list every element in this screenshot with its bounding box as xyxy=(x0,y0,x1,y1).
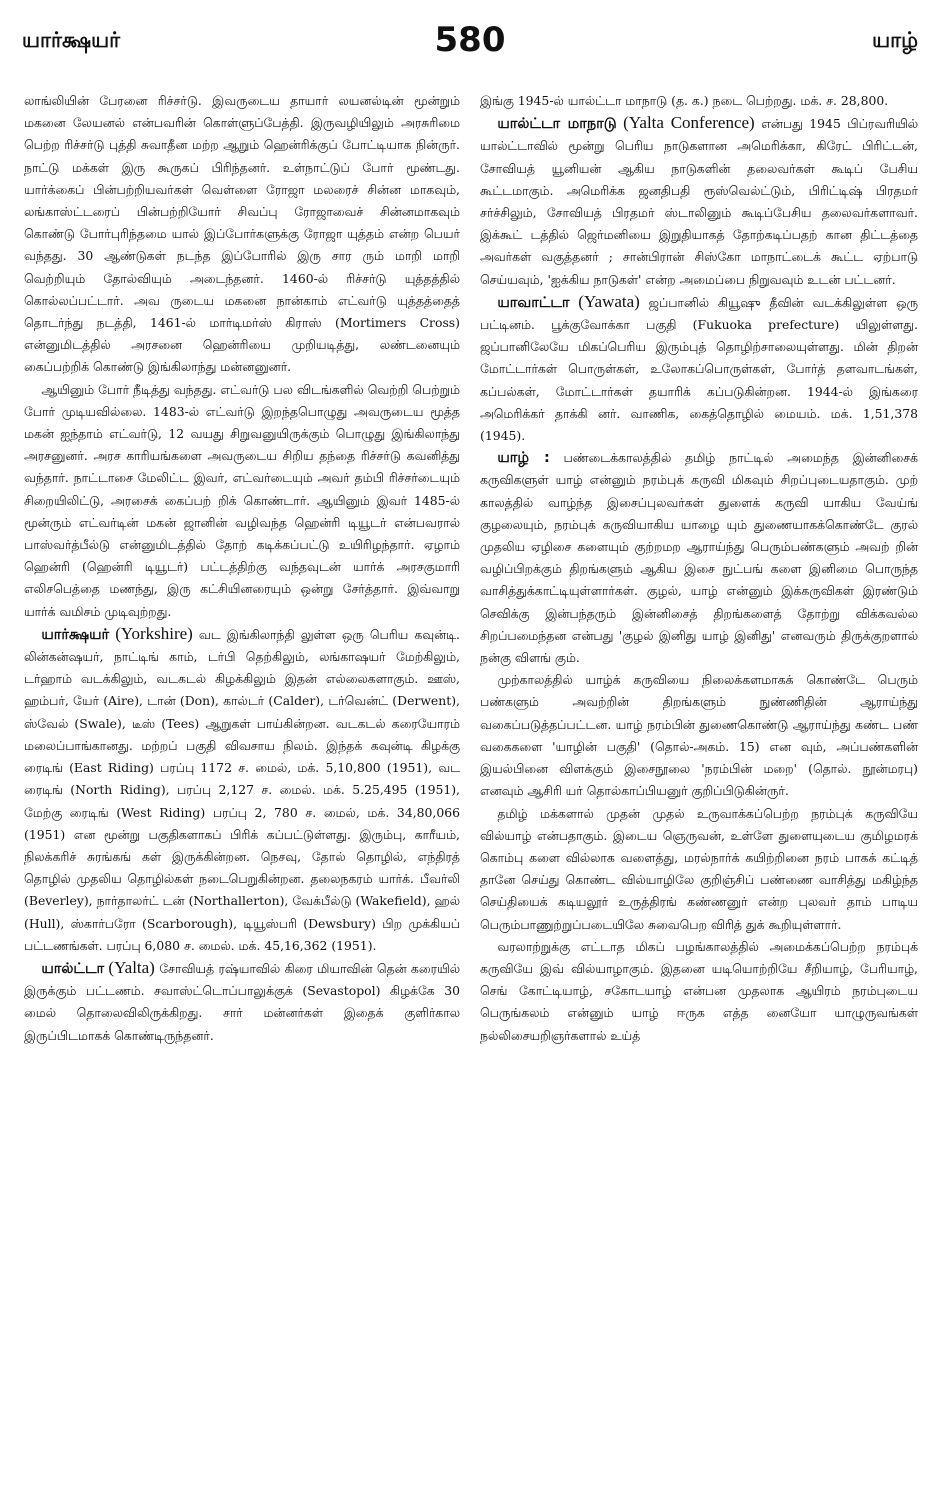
entry-text: வட இங்கிலாந்தி லுள்ள ஒரு பெரிய கவுன்டி. லின்கன்ஷயர், நாட்டிங் காம், டர்பி தெற்கிலும், லங்காஷயர் மேற்கிலும், டர்ஹாம் வடக்கிலும், வடகடல் கிழக்கிலும் இதன் எல்லைகளாகும். ஊஸ், ஹம்பர், யேர் (Aire), டான் (Don), கால்டர் (Calder), டர்வென்ட் (Derwent), ஸ்வேல் (Swale), டீஸ் (Tees) ஆறுகள் பாய்கின்றன. வடகடல் கரையோரம் மலைப்பாங்கானது. மற்றப் பகுதி விவசாய நிலம். இந்தக் கவுன்டி கிழக்கு ரைடிங் (East Riding) பரப்பு 1172 ச. மைல், மக். 5,10,800 (1951), வட ரைடிங் (North Riding), பரப்பு 2,127 ச. மைல். மக். 5.25,495 (1951), மேற்கு ரைடிங் (West Riding) பரப்பு 2, 780 ச. மைல், மக். 34,80,066 (1951) என மூன்று பகுதிகளாகப் பிரிக் கப்பட்டுள்ளது. இரும்பு, காரீயம், நிலக்கரிச் சுரங்கங் கள் இருக்கின்றன. நெசவு, தோல் தொழில், எந்திரத் தொழில் முதலிய தொழில்கள் நடைபெறுகின்றன. தலைநகரம் யார்க். பீவர்லி (Beverley), நார்தாலர்ட் டன் (Northallerton), வேக்பீல்டு (Wakefield), ஹல் (Hull), ஸ்கார்பரோ (Scarborough), டியூஸ்பரி (Dewsbury) பிற முக்கியப் பட்டணங்கள். பரப்பு 6,080 ச. மைல். மக். 45,16,362 (1951). xyxy=(24,626,460,953)
entry-headword: யால்ட்டா xyxy=(41,960,105,977)
entry-headword: யாழ் : xyxy=(497,450,550,467)
entry-text: பண்டைக்காலத்தில் தமிழ் நாட்டில் அமைந்த இன்னிசைக் கருவிகளுள் யாழ் என்னும் நரம்புக் கருவி மிகவும் சிறப்புடையதாகும். முற் காலத்தில் வாழ்ந்த இசைப்புலவர்கள் துளைக் கருவி யாகிய வேய்ங் குழலையும், நரம்புக் கருவியாகிய யாழை யும் துணையாகக்கொண்டே குரல் முதலிய ஏழிசை களையும் குற்றமற ஆராய்ந்து பெரும்பண்களும் அவற் றின் வழிப்பிறக்கும் திறங்களும் ஆகிய இசை நுட்பங் களை இனிமை பொருந்த வாசித்துக்காட்டியுள்ளார்கள். குழல், யாழ் என்னும் இக்கருவிகள் இரண்டும் செவிக்கு இன்பந்தரும் இன்னிசைத் திறங்களைத் தோற்று விக்கவல்ல சிறப்பமைந்தன என்பது 'குழல் இனிது யாழ் இனிது' எனவரும் திருக்குறளால் நன்கு விளங் கும். xyxy=(480,450,918,666)
entry-yawata xyxy=(480,291,918,447)
entry-latin-name: (Yawata) xyxy=(578,291,640,311)
page-header xyxy=(22,14,918,74)
entry-latin-name: (Yorkshire) xyxy=(115,623,193,643)
entry-text: ஜப்பானில் கியூஷு தீவின் வடக்கிலுள்ள ஒரு பட்டினம். பூக்குவோக்கா பகுதி (Fukuoka prefecture) யிலுள்ளது. ஜப்பானிலேயே மிகப்பெரிய இரும்புத் தொழிற்சாலையுள்ளது. மின் திறன் மோட்டார்கள் பொருள்கள், உலோகப்பொருள்கள், போர்த் தளவாடங்கள், கப்பல்கள், மோட்டார்கள் தயாரிக் கப்படுகின்றன. 1944-ல் இங்கரை அமெரிக்கர் தாக்கி னர். வாணிக, கைத்தொழில் மையம். மக். 1,51,378 (1945). xyxy=(480,294,918,444)
entry-yorkshire xyxy=(24,623,460,957)
right-column xyxy=(480,90,918,1047)
entry-headword: யால்ட்டா மாநாடு xyxy=(497,116,617,133)
paragraph: தமிழ் மக்களால் முதன் முதல் உருவாக்கப்பெற்ற நரம்புக் கருவியே வில்யாழ் என்பதாகும். இடைய ஞெருவன், உள்ளே துளையுடைய குமிழமரக் கொம்பு களை வில்லாக வளைத்து, மரல்நார்க் கயிற்றினை நரம் பாகக் கட்டித் தானே செய்து கொண்ட வில்யாழிலே குறிஞ்சிப் பண்ணை வாசித்து மகிழ்ந்த செய்தியைக் கடியலூர் உருத்திரங் கண்ணனுர் என்ற புலவர் தாம் பாடிய பெரும்பாணுற்றுப்படையிலே சுவைபெற விரித் துக் கூறியுள்ளார். xyxy=(480,805,918,932)
page-number: 580 xyxy=(434,20,506,60)
entry-headword: யார்க்ஷயர் xyxy=(41,626,110,643)
left-column xyxy=(24,90,460,1047)
entry-headword: யாவாட்டா xyxy=(497,294,570,311)
paragraph: ஆயினும் போர் நீடித்து வந்தது. எட்வர்டு பல விடங்களில் வெற்றி பெற்றும் போர் முடியவில்லை. 1483-ல் எட்வர்டு இறந்தபொழுது அவருடைய மூத்த மகன் ஐந்தாம் எட்வர்டு, 12 வயது சிறுவனுயிருக்கும் பொழுது இங்கிலாந்து அரசனுனர். அரச காரியங்களை அவருடைய சிறிய தந்தை ரிச்சர்டு கவனித்து வந்தார். நாட்டாசை மேலிட்ட இவர், எட்வர்டையும் அவர் தம்பி ரிச்சர்டையும் சிறையிலிட்டு, அரசைக் கைப்பற் றிக் கொண்டார். ஆயினும் இவர் 1485-ல் மூன்ரும் எட்வர்டின் மகன் ஜானின் வழிவந்த ஹென்ரி டியூடர் என்பவரால் பாஸ்வர்த்பீல்டு என்னுமிடத்தில் தோற் கடிக்கப்பட்டு உயிரிழந்தார். ஏழாம் ஹென்ரி (ஹென்ரி டியூடர்) பட்டத்திற்கு வந்தவுடன் யார்க் அரசகுமாரி எலிசபெத்தை மணந்து, இரு கட்சியினரையும் ஒன்று சேர்த்தார். இவ்வாறு யார்க் வமிசம் முடிவுற்றது. xyxy=(24,381,460,619)
entry-yalta-conference xyxy=(480,112,918,291)
entry-text: என்பது 1945 பிப்ரவரியில் யால்ட்டாவில் மூன்று பெரிய நாடுகளான அமெரிக்கா, கிரேட் பிரிட்டன், சோவியத் யூனியன் ஆகிய நாடுகளின் தலைவர்கள் கூடிப் பேசிய கூட்டமாகும். அமெரிக்க ஜனதிபதி ரூஸ்வெல்ட்டும், பிரிட்டிஷ் பிரதமர் சர்ச்சிலும், சோவியத் பிரதமர் ஸ்டாலினும் கூடிப்பேசிய தலைவர்களாவர். இக்கூட் டத்தில் ஜெர்மனியை இறுதியாகத் தோற்கடிப்பதற் கான திட்டத்தை அவர்கள் வகுத்தனர் ; சான்பிரான் சிஸ்கோ மாநாட்டைக் கூட்ட ஏற்பாடு செய்யவும், 'ஐக்கிய நாடுகள்' என்ற அமைப்பை நிறுவவும் உடன் பட்டனர். xyxy=(480,116,918,287)
entry-yalta xyxy=(24,957,460,1047)
paragraph-continued: இங்கு 1945-ல் யால்ட்டா மாநாடு (த. க.) நடை பெற்றது. மக். ச. 28,800. xyxy=(480,93,889,108)
paragraph-continued: லாங்லியின் பேரனை ரிச்சர்டு. இவருடைய தாயார் லயனல்டின் மூன்றும் மகனை லேயனல் என்பவரின் கொள்ளுப்பேத்தி. இருவழியிலும் அரசுரிமை பெற்ற ரிச்சர்டு புத்தி சுவாதீன மற்ற ஆறும் ஹென்ரிக்குப் போட்டியாக நின்ருர். நாட்டு மக்கள் இரு கூருகப் பிரிந்தனர். உள்நாட்டுப் போர் மூண்டது. யார்க்கைப் பின்பற்றியவர்கள் வெள்ளை ரோஜா மலரைச் சின்ன மாகவும், லங்காஸ்ட்டரைப் பின்பற்றியோர் சிவப்பு ரோஜாவைச் சின்னமாகவும் கொண்டு போர்புரிந்தமை யால் இப்போர்களுக்கு ரோஜா யுத்தம் என்ற பெயர் வந்தது. 30 ஆண்டுகள் நடந்த இப்போரில் இரு சார ரும் மாறி மாறி வெற்றியும் தோல்வியும் அடைந்தனர். 1460-ல் ரிச்சர்டு யுத்தத்தில் கொல்லப்பட்டார். அவ ருடைய மகனை நான்காம் எட்வர்டு யுத்தத்தைத் தொடர்ந்து நடத்தி, 1461-ல் மார்டிமர்ஸ் கிராஸ் (Mortimers Cross) என்னுமிடத்தில் அரசனை ஹென்ரியை முறியடித்து, லண்டனையும் கைப்பற்றிக் கொண்டு இங்கிலாந்து மன்னனுனர். xyxy=(24,93,460,375)
paragraph: வரலாற்றுக்கு எட்டாத மிகப் பழங்காலத்தில் அமைக்கப்பெற்ற நரம்புக் கருவியே இவ் வில்யாழாகும். இதனை யடியொற்றியே சீறியாழ், பேரியாழ், செங் கோட்டியாழ், சகோடயாழ் என்பன முதலாக ஆயிரம் நரம்புடைய பெருங்கலம் என்னும் யாழ் ஈருக எத்த னையோ யாழுருவங்கள் நல்லிசையறிஞர்களால் உய்த் xyxy=(480,938,918,1043)
paragraph: முற்காலத்தில் யாழ்க் கருவியை நிலைக்களமாகக் கொண்டே பெரும் பண்களும் அவற்றின் திறங்களும் நுண்ணிதின் ஆராய்ந்து வகைப்படுத்தப்பட்டன. யாழ் நரம்பின் துணைகொண்டு ஆராய்ந்து கண்ட பண் வகைகளை 'யாழின் பகுதி' (தொல்-அகம். 15) என வும், அப்பண்களின் இயல்பினை விளக்கும் இசைநூலை 'நரம்பின் மறை' (தொல். நூன்மரபு) எனவும் ஆசிரி யர் தொல்காப்பியனுர் குறிப்பிடுகின்ருர். xyxy=(480,672,918,799)
entry-text: சோவியத் ரஷ்யாவில் கிரை மியாவின் தென் கரையில் இருக்கும் பட்டணம். சவாஸ்ட்டொப்பாலுக்குக் (Sevastopol) கிழக்கே 30 மைல் தொலைவிலிருக்கிறது. சார் மன்னர்கள் இதைக் குளிர்கால இருப்பிடமாகக் கொண்டிருந்தனர். xyxy=(24,960,460,1043)
entry-latin-name: (Yalta Conference) xyxy=(623,113,755,133)
entry-latin-name: (Yalta) xyxy=(108,957,155,977)
header-right-guide-word: யாழ் xyxy=(872,28,918,52)
entry-yazh xyxy=(480,447,918,669)
header-left-guide-word: யார்க்ஷயர் xyxy=(22,28,121,52)
